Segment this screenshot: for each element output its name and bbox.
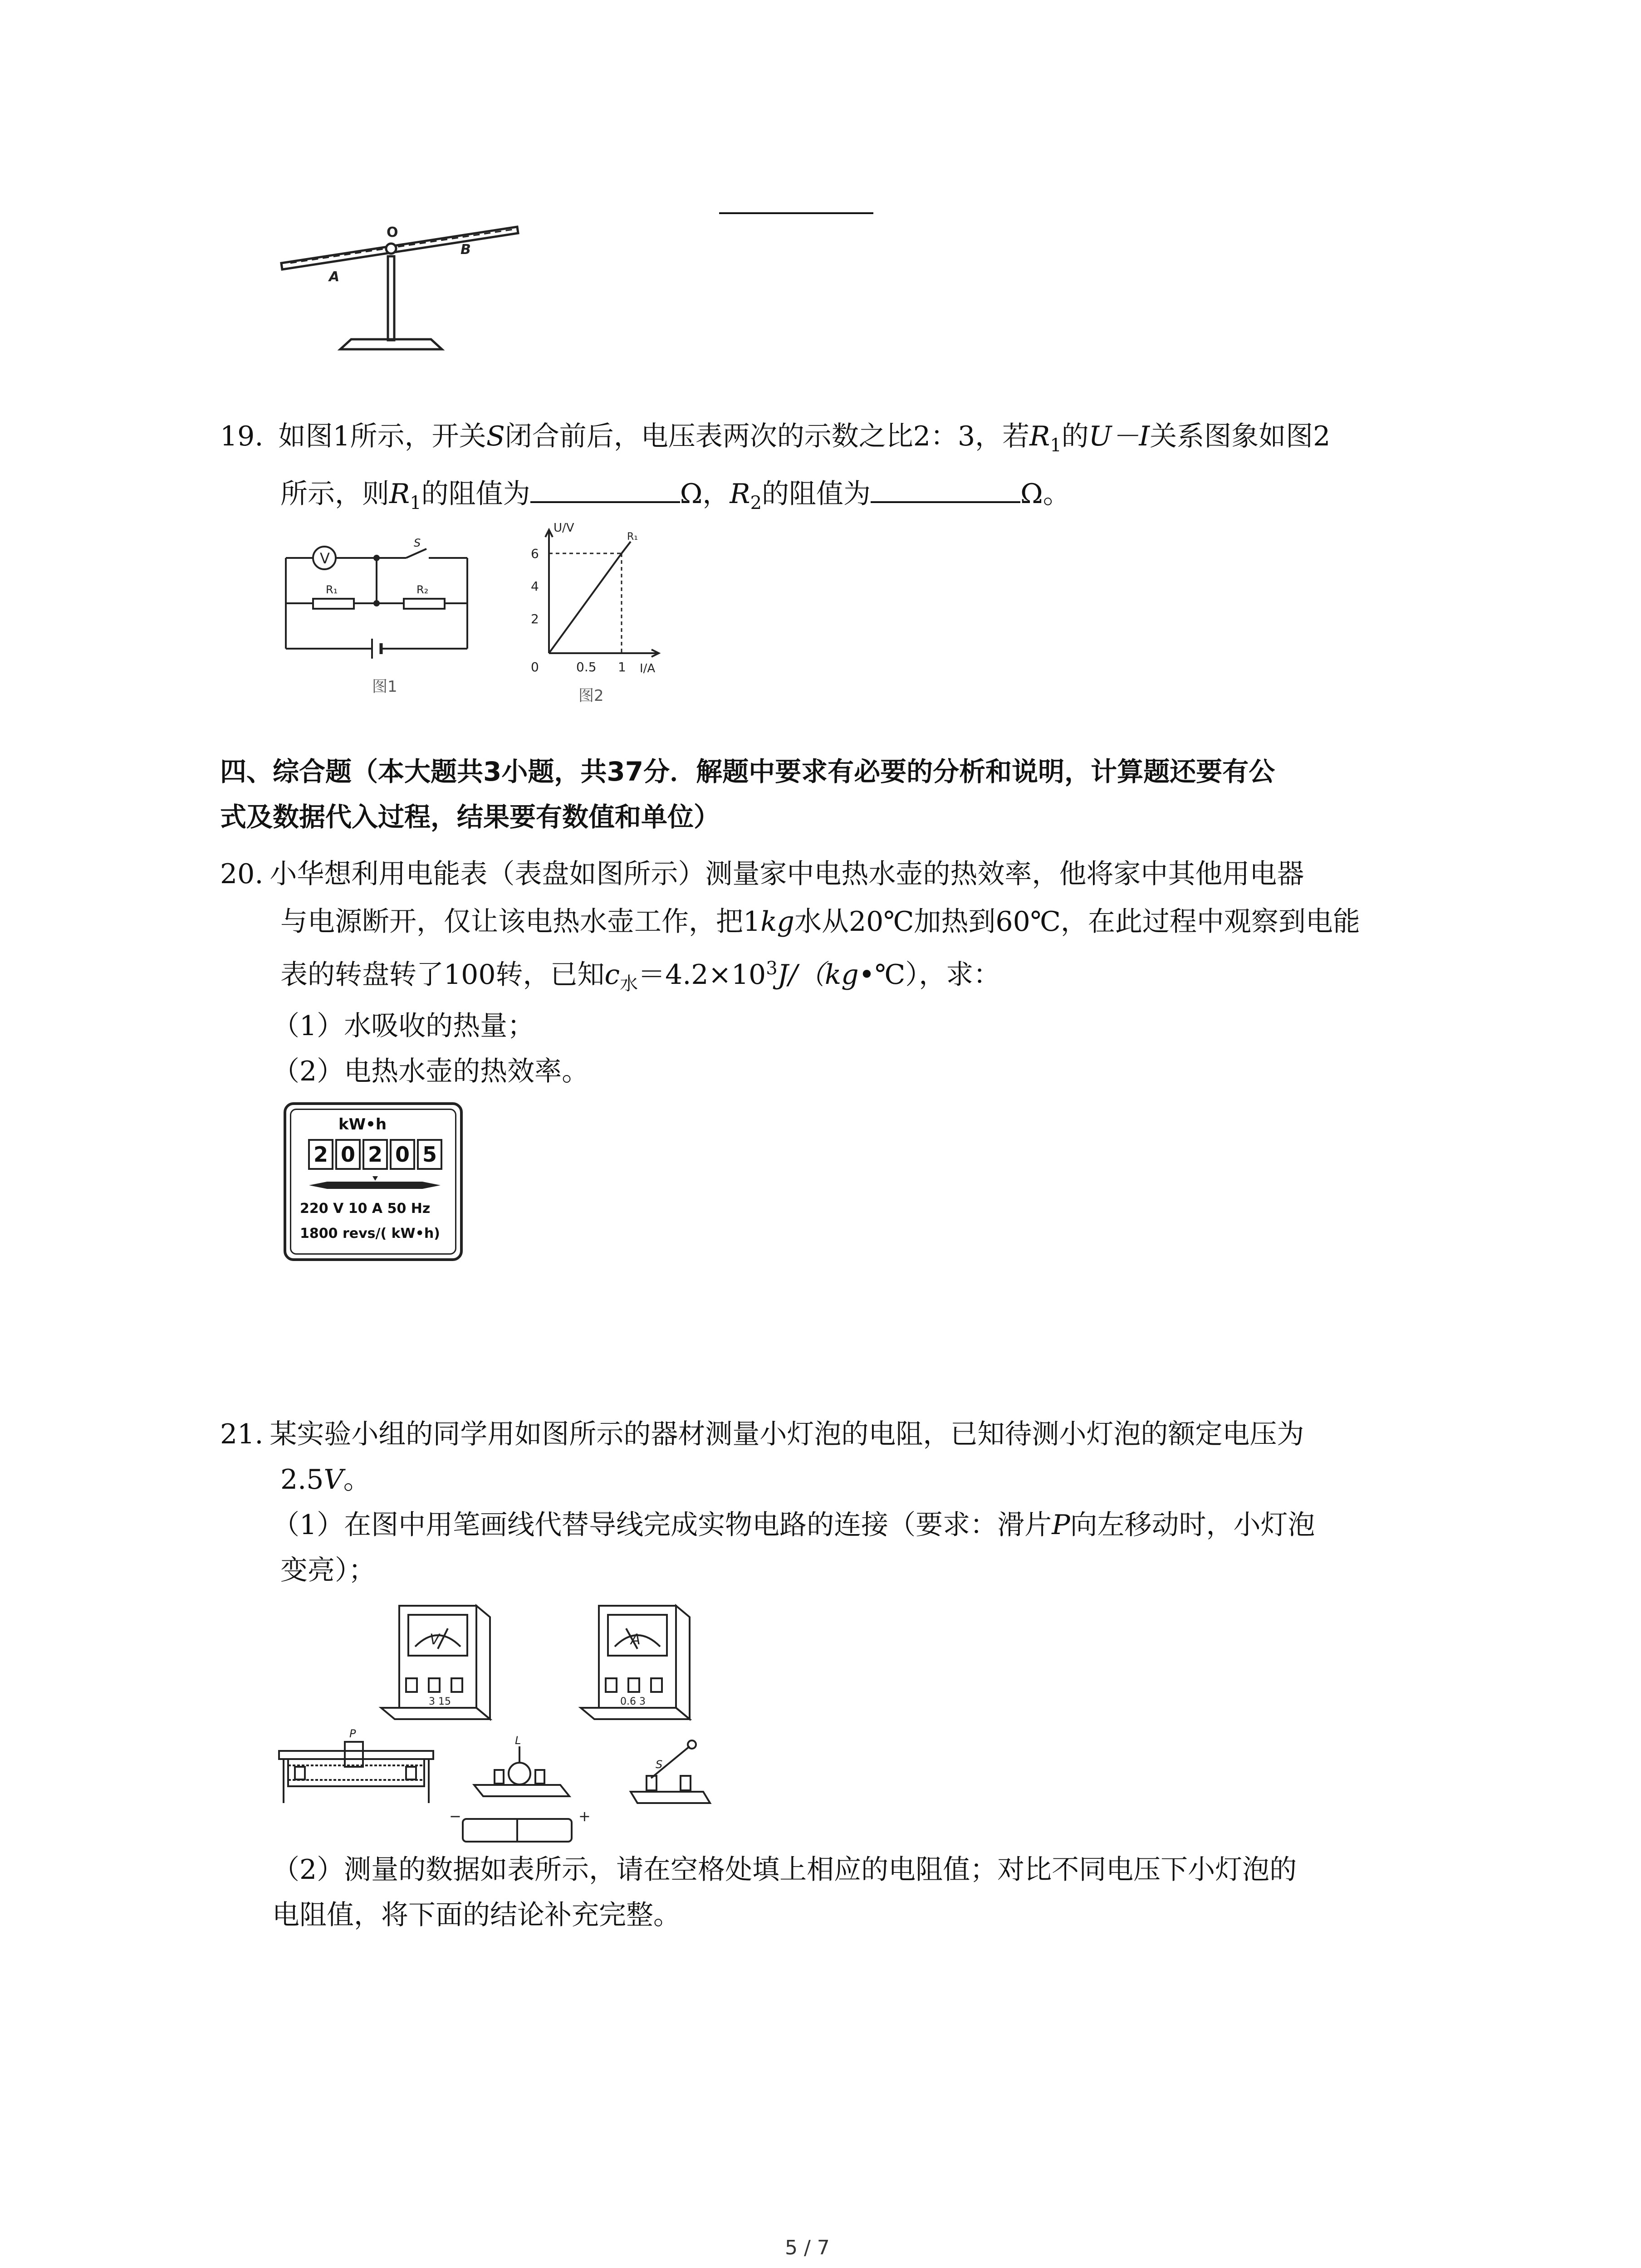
section4-heading-line-2: 式及数据代入过程，结果要有数值和单位） (220, 802, 720, 832)
q20-line-1: 20. 小华想利用电能表（表盘如图所示）测量家中电热水壶的热效率，他将家中其他用电器 (220, 858, 1304, 890)
lever-label-o: O (387, 225, 398, 240)
q19-fig2-ytick-4: 4 (531, 579, 539, 594)
q19-fig2-xtick-1: 1 (618, 660, 626, 675)
switch-label: S (656, 1758, 663, 1771)
q20-line-3: 表的转盘转了100转，已知$c_水=4.2\times 10^3J/(kg•℃)$，求： (280, 958, 1001, 994)
lever-label-b: B (460, 242, 471, 258)
meter-spec: 220 V 10 A 50 Hz (300, 1201, 431, 1217)
q19-fig1-caption: 图1 (372, 678, 397, 696)
voltmeter-label: V (430, 1631, 440, 1648)
q18-answer-blank[interactable] (719, 212, 873, 214)
q19-line-1: 19. 如图1所示，开关S闭合前后，电压表两次的示数之比2：3，若$R_1$的U－I关系图象如图2 (220, 420, 1331, 456)
q19-fig2-ytick-2: 2 (531, 611, 539, 626)
q20-number: 20. (220, 858, 264, 890)
rheostat-slider-label: P (349, 1727, 356, 1740)
lever-figure (272, 213, 526, 358)
q19-fig2-curve-label: R₁ (627, 531, 638, 543)
meter-digit: 2 (362, 1139, 388, 1170)
q19-circuit-figure (281, 535, 481, 699)
meter-digit: 2 (308, 1139, 333, 1170)
q19-fig1-meter-label: V (320, 550, 330, 567)
meter-revs: 1800 revs/( kW•h) (300, 1226, 440, 1242)
meter-digit: 0 (390, 1139, 415, 1170)
q21-part-1-line-1: （1）在图中用笔画线代替导线完成实物电路的连接（要求：滑片P向左移动时，小灯泡 (272, 1509, 1315, 1541)
q21-part-1-line-2: 变亮）； (280, 1554, 376, 1586)
meter-digit: 5 (417, 1139, 442, 1170)
q21-part-2-line-1: （2）测量的数据如表所示，请在空格处填上相应的电阻值；对比不同电压下小灯泡的 (272, 1854, 1297, 1886)
q19-line-2: 所示，则$R_1$的阻值为 Ω，$R_2$的阻值为 Ω。 (280, 474, 1070, 514)
q21-apparatus-figure (279, 1597, 742, 1851)
q19-fig2-ylabel: U/V (554, 521, 574, 535)
q21-part-2-line-2: 电阻值，将下面的结论补充完整。 (272, 1899, 681, 1931)
q19-number: 19. (220, 420, 264, 452)
q20-part-1: （1）水吸收的热量； (272, 1010, 535, 1042)
ammeter-terminal-labels: 0.6 3 (620, 1696, 646, 1707)
q20-line-2: 与电源断开，仅让该电热水壶工作，把1kg水从20℃加热到60℃，在此过程中观察到电能 (280, 906, 1360, 938)
q21-number: 21. (220, 1418, 264, 1450)
meter-digit: 0 (335, 1139, 361, 1170)
q19-fig2-caption: 图2 (578, 687, 604, 705)
q19-fig2-xtick-05: 0.5 (576, 660, 597, 675)
q21-line-2: 2.5V。 (280, 1464, 371, 1496)
meter-unit: kW•h (338, 1115, 387, 1134)
q19-blank-r1[interactable] (530, 474, 680, 503)
q21-line-1: 21. 某实验小组的同学用如图所示的器材测量小灯泡的电阻，已知待测小灯泡的额定电压为 (220, 1418, 1304, 1450)
energy-meter (284, 1102, 463, 1261)
lamp-label: L (515, 1734, 521, 1747)
section4-heading-line-1: 四、综合题（本大题共3小题，共37分．解题中要求有必要的分析和说明，计算题还要有公 (220, 756, 1275, 787)
voltmeter-terminal-labels: 3 15 (429, 1696, 451, 1707)
meter-disc-icon (309, 1175, 441, 1193)
q20-part-2: （2）电热水壶的热效率。 (272, 1056, 589, 1087)
q19-fig2-ytick-6: 6 (531, 546, 539, 561)
q19-blank-r2[interactable] (871, 474, 1020, 503)
battery-plus-label: + (578, 1808, 591, 1825)
q19-fig1-r1-label: R₁ (326, 583, 338, 596)
battery-minus-label: − (449, 1808, 461, 1825)
q19-ui-graph (522, 522, 685, 703)
q19-fig2-origin: 0 (531, 660, 539, 675)
lever-label-a: A (329, 269, 340, 285)
meter-digits (308, 1139, 442, 1170)
page-number: 5 / 7 (785, 2236, 830, 2259)
q19-fig1-r2-label: R₂ (416, 583, 429, 596)
q19-fig2-xlabel: I/A (640, 662, 656, 675)
ammeter-label: A (631, 1631, 641, 1648)
q19-fig1-switch-label: S (414, 537, 421, 549)
